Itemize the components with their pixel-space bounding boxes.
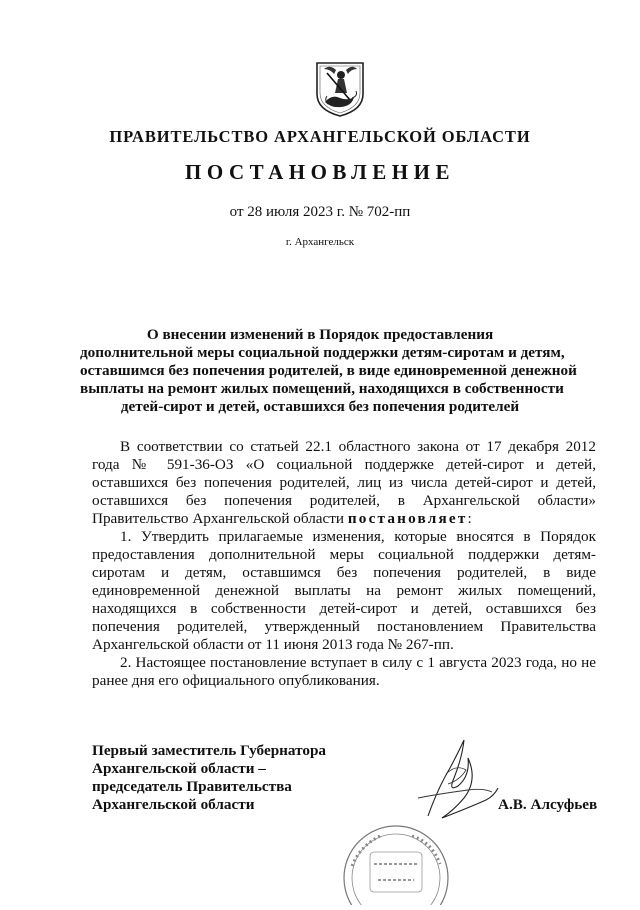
- document-place: г. Архангельск: [285, 236, 355, 248]
- resolves-colon: :: [467, 510, 472, 527]
- document-type: ПОСТАНОВЛЕНИЕ: [185, 160, 455, 184]
- resolves-word: постановляет: [347, 510, 468, 527]
- coat-of-arms-icon: [314, 60, 366, 118]
- document-title: [80, 326, 577, 416]
- title-line: дополнительной меры социальной поддержки детям-сиротам и детям,: [80, 344, 565, 361]
- position-line: Архангельской области –: [92, 760, 266, 777]
- signatory-name: А.В. Алсуфьев: [498, 796, 598, 813]
- preamble-paragraph: [92, 438, 596, 528]
- title-line: О внесении изменений в Порядок предоставления: [146, 326, 494, 343]
- issuing-authority: ПРАВИТЕЛЬСТВО АРХАНГЕЛЬСКОЙ ОБЛАСТИ: [109, 127, 531, 146]
- signatory-position: [92, 742, 326, 814]
- document-date-number: от 28 июля 2023 г. № 702-пп: [229, 204, 411, 220]
- position-line: председатель Правительства: [92, 778, 292, 795]
- title-line: детей-сирот и детей, оставшихся без попечения родителей: [120, 398, 520, 415]
- official-stamp: [340, 806, 450, 905]
- position-line: Архангельской области: [92, 796, 255, 813]
- document-body: [92, 438, 596, 690]
- item-1-paragraph: 1. Утвердить прилагаемые изменения, которые вносятся в Порядок предоставления дополнительной меры социальной поддержки детям-сиротам и детям, оставшимся без попечения родителей, в виде единовременной денежной выплаты на ремонт жилых помещений, находящихся в собственности детей-сирот и детей, оставшихся без попечения родителей, утвержденный постановлением Правительства Архангельской области от 11 июня 2013 года № 267-пп.: [92, 528, 596, 653]
- title-line: выплаты на ремонт жилых помещений, находящихся в собственности: [80, 380, 564, 397]
- position-line: Первый заместитель Губернатора: [92, 742, 326, 759]
- stamp-label: [370, 852, 422, 892]
- preamble-text: В соответствии со статьей 22.1 областного закона от 17 декабря 2012 года № 591-36-ОЗ «О социальной поддержке детей-сирот и детей, оставшихся без попечения родителей, лиц из числа детей-сирот и детей, оставшихся без попечения родителей, в Архангельской области» Правительство Архангельской области: [92, 438, 596, 527]
- title-line: оставшимся без попечения родителей, в виде единовременной денежной: [80, 362, 577, 379]
- item-2-paragraph: 2. Настоящее постановление вступает в силу с 1 августа 2023 года, но не ранее дня его официального опубликования.: [92, 654, 596, 689]
